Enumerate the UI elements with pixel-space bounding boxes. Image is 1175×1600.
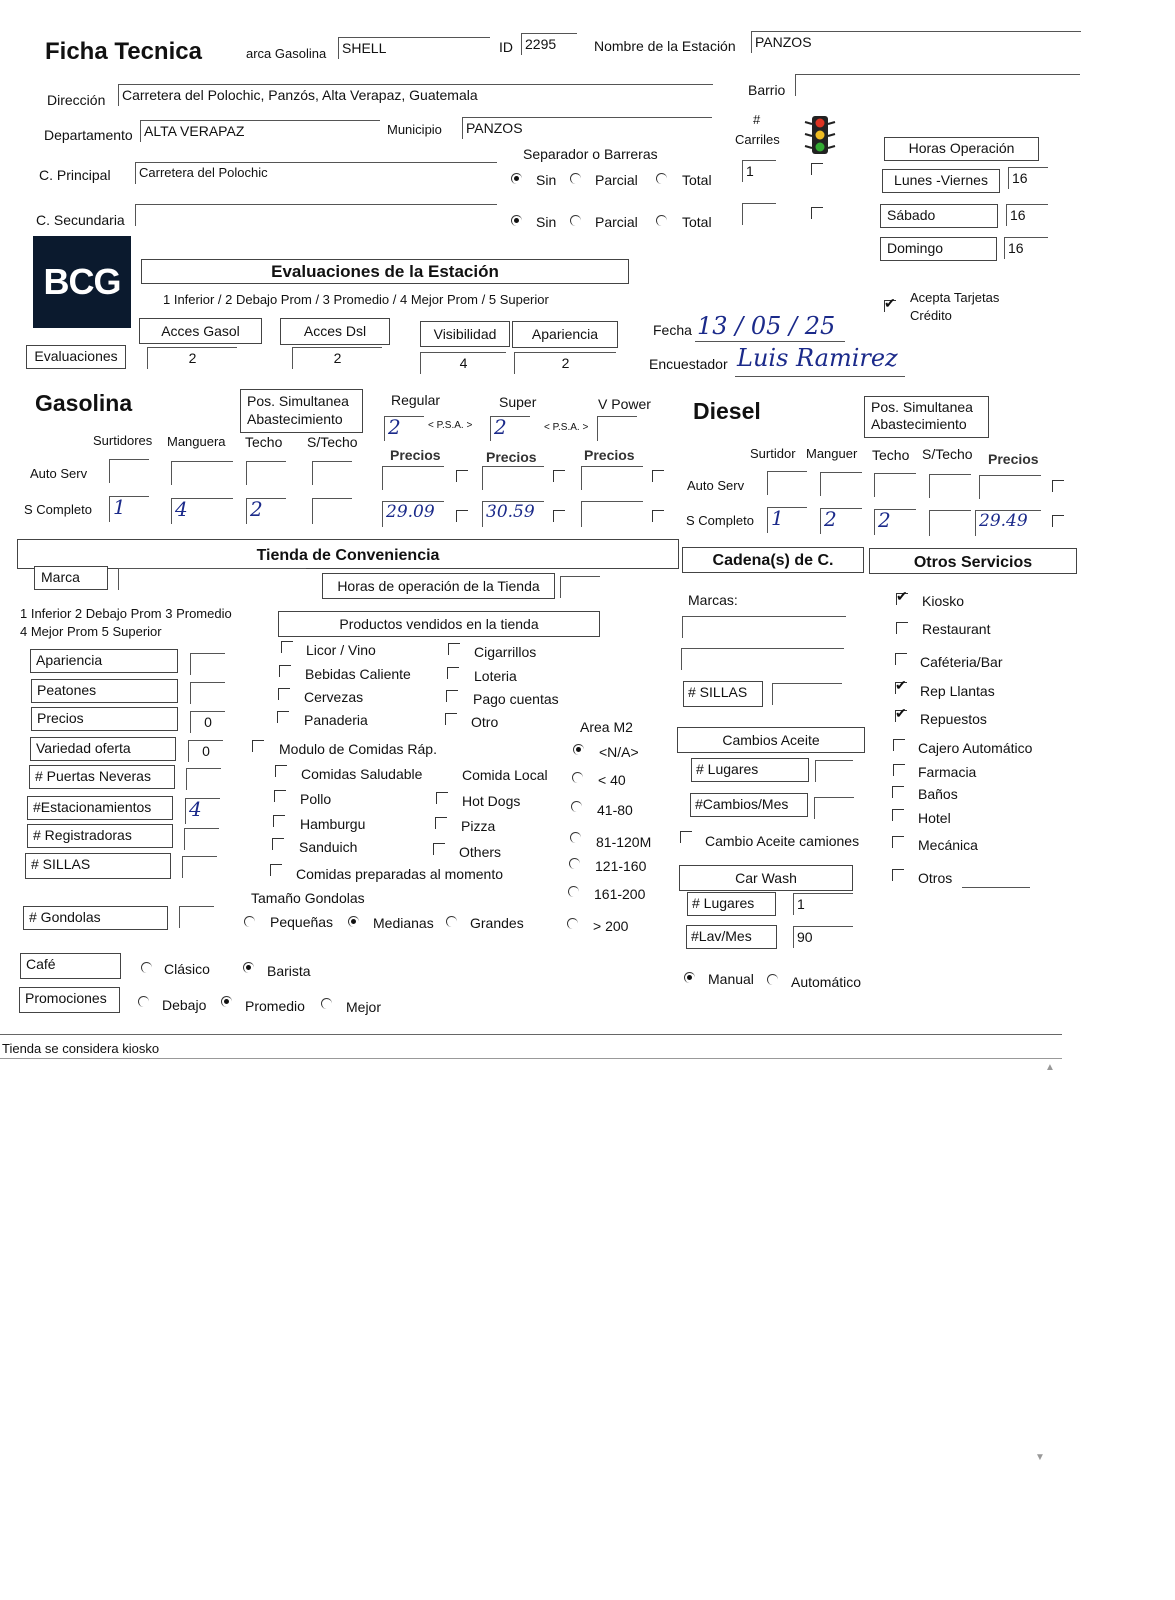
gas-sc-regular-checkbox[interactable] [456, 510, 468, 522]
diesel-as-stecho[interactable] [929, 474, 971, 498]
tienda-peatones-label: Peatones [31, 679, 178, 703]
encuestador-label: Encuestador [649, 356, 728, 372]
evaluaciones-scale: 1 Inferior / 2 Debajo Prom / 3 Promedio / 4 Mejor Prom / 5 Superior [163, 292, 549, 307]
cervezas-checkbox[interactable] [278, 688, 290, 700]
mecanica-label: Mecánica [918, 837, 978, 853]
area-200-radio[interactable] [567, 918, 578, 929]
rep-llantas-checkbox[interactable] [895, 682, 907, 694]
area-121-160-label: 121-160 [595, 858, 647, 874]
pollo-checkbox[interactable] [274, 790, 286, 802]
principal-parcial-label: Parcial [595, 172, 638, 188]
pago-cuentas-label: Pago cuentas [473, 691, 559, 707]
carriles-principal-field[interactable]: 1 [742, 160, 776, 182]
barista-radio[interactable] [243, 962, 254, 973]
clasico-label: Clásico [164, 961, 210, 977]
diesel-sc-checkbox[interactable] [1052, 515, 1064, 527]
comida-local-label: Comida Local [462, 767, 548, 783]
cervezas-label: Cervezas [304, 689, 364, 705]
depto-field[interactable]: ALTA VERAPAZ [140, 120, 380, 142]
licor-label: Licor / Vino [306, 642, 376, 658]
aceite-lugares-field[interactable] [815, 760, 853, 782]
debajo-radio[interactable] [138, 996, 149, 1007]
tienda-estac-label: #Estacionamientos [27, 796, 173, 820]
apariencia-value[interactable]: 2 [514, 352, 616, 374]
kiosko-label: Kiosko [922, 593, 965, 609]
regular-psa: < P.S.A. > [428, 420, 473, 431]
col-stecho: S/Techo [307, 434, 358, 450]
diesel-s-completo-label: S Completo [686, 513, 754, 528]
area-121-160-radio[interactable] [569, 858, 580, 869]
gasolina-pos-simultanea [240, 389, 363, 433]
principal-sin-label: Sin [536, 172, 557, 188]
cambios-aceite-header: Cambios Aceite [677, 727, 865, 753]
cafeteria-label: Caféteria/Bar [920, 654, 1003, 670]
others-label: Others [459, 844, 502, 860]
area-161-200-label: 161-200 [594, 886, 646, 902]
gas-sc-precio-regular[interactable]: 29.09 [382, 501, 444, 527]
promedio-radio[interactable] [221, 996, 232, 1007]
diesel-col-techo: Techo [872, 447, 910, 463]
evaluaciones-row-label: Evaluaciones [26, 345, 126, 369]
otro-label: Otro [471, 714, 499, 730]
secundaria-parcial-radio[interactable] [570, 215, 581, 226]
principal-field[interactable]: Carretera del Polochic [135, 162, 497, 184]
acces-dsl-value[interactable]: 2 [292, 347, 382, 369]
precios-vpower-label: Precios [584, 447, 635, 463]
municipio-field[interactable]: PANZOS [462, 117, 712, 139]
area-200-label: > 200 [593, 918, 629, 934]
area-na-radio[interactable] [573, 744, 584, 755]
cadena-marca-1[interactable] [682, 616, 846, 638]
clasico-radio[interactable] [141, 962, 152, 973]
tienda-estac-field[interactable]: 4 [185, 798, 220, 824]
tienda-apariencia-label: Apariencia [30, 649, 178, 673]
area-m2-label: Area M2 [580, 719, 633, 735]
footer-note: Tienda se considera kiosko [2, 1041, 160, 1056]
secundaria-label: C. Secundaria [36, 212, 125, 228]
gas-sc-manguera[interactable]: 4 [171, 498, 233, 524]
cigarrillos-checkbox[interactable] [448, 643, 460, 655]
productos-vendidos-header: Productos vendidos en la tienda [278, 611, 600, 637]
visibilidad-label: Visibilidad [420, 321, 510, 347]
tienda-registradoras-field[interactable] [184, 828, 219, 850]
carriles-label: Carriles [735, 132, 780, 147]
otros-checkbox[interactable] [892, 869, 904, 881]
debajo-label: Debajo [162, 997, 207, 1013]
diesel-col-surtidor: Surtidor [750, 446, 796, 461]
vpower-pos-value[interactable] [597, 416, 637, 441]
pequenas-radio[interactable] [244, 916, 255, 927]
super-pos-value[interactable]: 2 [490, 416, 530, 441]
precios-regular-label: Precios [390, 447, 441, 463]
gasolina-pos-sim-line2: Abastecimiento [247, 411, 343, 427]
cadena-sillas-label: # SILLAS [683, 681, 763, 707]
tienda-header: Tienda de Conveniencia [17, 539, 679, 569]
cambios-mes-field[interactable] [814, 797, 854, 819]
diesel-pos-simultanea [864, 396, 989, 438]
mejor-radio[interactable] [321, 998, 332, 1009]
banos-checkbox[interactable] [892, 786, 904, 798]
diesel-col-manguer: Manguer [806, 446, 858, 461]
diesel-pos-sim-line1: Pos. Simultanea [871, 399, 973, 415]
apariencia-label: Apariencia [512, 321, 618, 348]
aceite-camiones-checkbox[interactable] [680, 831, 692, 843]
secundaria-field[interactable] [135, 204, 497, 226]
repuestos-label: Repuestos [920, 711, 987, 727]
gasolina-title: Gasolina [35, 390, 133, 416]
principal-total-radio[interactable] [656, 173, 667, 184]
pizza-checkbox[interactable] [435, 817, 447, 829]
tienda-horas-field[interactable] [560, 576, 600, 598]
mecanica-checkbox[interactable] [892, 836, 904, 848]
tienda-marca-field[interactable] [118, 568, 306, 590]
tienda-horas-label: Horas de operación de la Tienda [322, 573, 555, 599]
preparadas-checkbox[interactable] [270, 864, 282, 876]
tamano-gondolas-label: Tamaño Gondolas [251, 890, 365, 906]
restaurant-label: Restaurant [922, 621, 991, 637]
area-81-120-label: 81-120M [596, 834, 652, 850]
scroll-down-icon[interactable]: ▼ [1035, 1452, 1045, 1463]
diesel-sc-manguer[interactable]: 2 [820, 508, 862, 534]
domingo-label: Domingo [880, 237, 997, 261]
automatico-radio[interactable] [767, 974, 778, 985]
modulo-comidas-checkbox[interactable] [252, 740, 264, 752]
depto-label: Departamento [44, 127, 133, 143]
evaluaciones-header: Evaluaciones de la Estación [141, 259, 629, 284]
lunes-viernes-label: Lunes -Viernes [882, 169, 1000, 193]
diesel-col-stecho: S/Techo [922, 446, 973, 462]
others-checkbox[interactable] [433, 843, 445, 855]
super-label: Super [499, 394, 537, 410]
gas-sc-precio-super[interactable]: 30.59 [482, 501, 544, 527]
tienda-scale-line2: 4 Mejor Prom 5 Superior [20, 624, 162, 639]
gas-as-manguera[interactable] [171, 461, 233, 485]
promociones-label: Promociones [19, 987, 120, 1013]
gasolina-pos-sim-line1: Pos. Simultanea [247, 393, 349, 409]
tienda-gondolas-field[interactable] [179, 906, 214, 928]
gas-as-regular-checkbox[interactable] [456, 470, 468, 482]
restaurant-checkbox[interactable] [896, 622, 908, 634]
direccion-field[interactable]: Carretera del Polochic, Panzós, Alta Verapaz, Guatemala [118, 84, 713, 106]
cajero-checkbox[interactable] [893, 739, 905, 751]
tienda-variedad-label: Variedad oferta [30, 737, 176, 761]
nombre-label: Nombre de la Estación [594, 38, 736, 54]
tienda-sillas-label: # SILLAS [25, 853, 171, 879]
tienda-puertas-label: # Puertas Neveras [29, 765, 175, 789]
hotel-label: Hotel [918, 810, 951, 826]
otro-checkbox[interactable] [445, 713, 457, 725]
tienda-peatones-field[interactable] [190, 682, 225, 704]
barrio-field[interactable] [795, 74, 1080, 96]
gas-sc-surtidores[interactable]: 1 [109, 496, 149, 522]
hotdogs-label: Hot Dogs [462, 793, 521, 809]
diesel-as-techo[interactable] [874, 473, 916, 497]
principal-total-label: Total [682, 172, 712, 188]
col-techo: Techo [245, 434, 283, 450]
grandes-radio[interactable] [446, 916, 457, 927]
secundaria-sin-label: Sin [536, 214, 557, 230]
vpower-label: V Power [598, 396, 651, 412]
cadena-header: Cadena(s) de C. [682, 547, 864, 573]
acepta-tarjetas-label: Acepta Tarjetas [910, 290, 1000, 305]
pollo-label: Pollo [300, 791, 332, 807]
barista-label: Barista [267, 963, 311, 979]
sabado-field[interactable]: 16 [1006, 204, 1048, 226]
gas-sc-super-checkbox[interactable] [553, 510, 565, 522]
municipio-label: Municipio [387, 122, 442, 137]
traffic-light-icon [803, 114, 837, 156]
manual-label: Manual [708, 971, 754, 987]
pizza-label: Pizza [461, 818, 496, 834]
loteria-label: Loteria [474, 668, 517, 684]
saludable-checkbox[interactable] [275, 765, 287, 777]
medianas-radio[interactable] [348, 916, 359, 927]
secundaria-total-label: Total [682, 214, 712, 230]
visibilidad-value[interactable]: 4 [420, 352, 506, 374]
banos-label: Baños [918, 786, 958, 802]
preparadas-label: Comidas preparadas al momento [296, 866, 503, 882]
gas-sc-stecho[interactable] [312, 498, 352, 524]
marca-field[interactable]: SHELL [338, 37, 490, 59]
loteria-checkbox[interactable] [447, 667, 459, 679]
col-manguera: Manguera [167, 434, 226, 449]
bebidas-checkbox[interactable] [279, 665, 291, 677]
car-wash-header: Car Wash [679, 865, 853, 891]
area-40-radio[interactable] [572, 772, 583, 783]
hamburgu-checkbox[interactable] [273, 815, 285, 827]
gas-as-techo[interactable] [246, 461, 286, 485]
fecha-label: Fecha [653, 322, 692, 338]
gas-as-super-checkbox[interactable] [553, 470, 565, 482]
principal-label: C. Principal [39, 167, 111, 183]
marca-label: arca Gasolina [246, 46, 327, 61]
diesel-pos-sim-line2: Abastecimiento [871, 416, 967, 432]
panaderia-label: Panaderia [304, 712, 368, 728]
gas-as-precio-vpower[interactable] [581, 466, 643, 490]
cadena-marca-2[interactable] [681, 648, 844, 670]
diesel-auto-serv-label: Auto Serv [687, 478, 745, 493]
diesel-sc-stecho[interactable] [929, 510, 971, 536]
super-psa: < P.S.A. > [544, 422, 589, 433]
cafe-label: Café [20, 953, 121, 979]
otros-servicios-header: Otros Servicios [869, 548, 1077, 574]
acces-gasol-label: Acces Gasol [139, 318, 262, 344]
gas-sc-techo[interactable]: 2 [246, 498, 286, 524]
acces-dsl-label: Acces Dsl [280, 318, 390, 345]
gas-auto-serv-label: Auto Serv [30, 466, 88, 481]
gas-as-vpower-checkbox[interactable] [652, 470, 664, 482]
area-161-200-radio[interactable] [568, 886, 579, 897]
barrio-label: Barrio [748, 82, 786, 98]
bebidas-label: Bebidas Caliente [305, 666, 411, 682]
precios-super-label: Precios [486, 449, 537, 465]
separador-label: Separador o Barreras [523, 146, 658, 162]
repuestos-checkbox[interactable] [895, 710, 907, 722]
aceite-lugares-label: # Lugares [691, 758, 809, 782]
tienda-variedad-field[interactable]: 0 [188, 740, 223, 762]
nombre-field[interactable]: PANZOS [751, 31, 1081, 53]
farmacia-checkbox[interactable] [893, 764, 905, 776]
secundaria-extra-checkbox[interactable] [811, 207, 823, 219]
otros-label: Otros [918, 870, 953, 886]
diesel-sc-precio[interactable]: 29.49 [975, 510, 1041, 536]
secundaria-sin-radio[interactable] [511, 215, 522, 226]
carriles-hash: # [753, 112, 761, 127]
diesel-sc-surtidor[interactable]: 1 [767, 507, 807, 533]
direccion-label: Dirección [47, 92, 106, 108]
area-81-120-radio[interactable] [570, 832, 581, 843]
tienda-marca-label: Marca [34, 566, 108, 590]
secundaria-total-radio[interactable] [656, 215, 667, 226]
pequenas-label: Pequeñas [270, 914, 334, 930]
tienda-sillas-field[interactable] [182, 856, 217, 878]
car-wash-lugares-field[interactable]: 1 [793, 893, 853, 915]
sanduich-label: Sanduich [299, 839, 358, 855]
diesel-precios-label: Precios [988, 451, 1039, 467]
diesel-as-precio[interactable] [979, 475, 1041, 499]
tienda-precios-field[interactable]: 0 [190, 711, 225, 733]
gas-as-surtidores[interactable] [109, 459, 149, 483]
lunes-viernes-field[interactable]: 16 [1008, 167, 1048, 189]
diesel-as-manguer[interactable] [820, 472, 862, 496]
grandes-label: Grandes [470, 915, 524, 931]
farmacia-label: Farmacia [918, 764, 977, 780]
fecha-value[interactable]: 13 / 05 / 25 [697, 312, 836, 340]
principal-extra-checkbox[interactable] [811, 163, 823, 175]
secundaria-parcial-label: Parcial [595, 214, 638, 230]
sanduich-checkbox[interactable] [272, 838, 284, 850]
tienda-gondolas-label: # Gondolas [23, 906, 168, 930]
gas-sc-precio-vpower[interactable] [581, 501, 643, 527]
horas-operacion-header: Horas Operación [884, 137, 1039, 161]
diesel-sc-techo[interactable]: 2 [874, 509, 916, 535]
lav-mes-label: #Lav/Mes [686, 925, 777, 949]
encuestador-value[interactable]: Luis Ramirez [737, 344, 898, 372]
cadena-marcas-label: Marcas: [688, 592, 738, 608]
area-40-label: < 40 [598, 772, 626, 788]
mejor-label: Mejor [346, 999, 382, 1015]
medianas-label: Medianas [373, 915, 434, 931]
lav-mes-field[interactable]: 90 [793, 926, 853, 948]
diesel-as-checkbox[interactable] [1052, 480, 1064, 492]
area-41-80-label: 41-80 [597, 802, 633, 818]
modulo-comidas-label: Modulo de Comidas Ráp. [279, 741, 437, 757]
hotdogs-checkbox[interactable] [436, 792, 448, 804]
diesel-title: Diesel [693, 398, 761, 424]
gas-as-stecho[interactable] [312, 461, 352, 485]
cafeteria-checkbox[interactable] [895, 653, 907, 665]
col-surtidores: Surtidores [93, 433, 153, 448]
principal-sin-radio[interactable] [511, 173, 522, 184]
area-na-label: <N/A> [599, 744, 639, 760]
tienda-registradoras-label: # Registradoras [27, 824, 173, 848]
domingo-field[interactable]: 16 [1004, 237, 1048, 259]
gas-s-completo-label: S Completo [24, 502, 92, 517]
id-label: ID [499, 39, 513, 55]
kiosko-checkbox[interactable] [896, 593, 908, 605]
manual-radio[interactable] [684, 972, 695, 983]
carriles-secundaria-field[interactable] [742, 203, 776, 225]
tienda-apariencia-field[interactable] [190, 653, 225, 675]
gas-sc-vpower-checkbox[interactable] [652, 510, 664, 522]
principal-parcial-radio[interactable] [570, 173, 581, 184]
rep-llantas-label: Rep Llantas [920, 683, 995, 699]
cadena-sillas-field[interactable] [772, 683, 842, 705]
cigarrillos-label: Cigarrillos [474, 644, 537, 660]
acepta-tarjetas-checkbox[interactable] [884, 300, 896, 312]
scroll-up-icon[interactable]: ▲ [1045, 1062, 1055, 1073]
sabado-label: Sábado [880, 204, 998, 228]
acces-gasol-value[interactable]: 2 [147, 347, 237, 369]
cajero-label: Cajero Automático [918, 740, 1033, 756]
regular-label: Regular [391, 392, 441, 408]
credito-label: Crédito [910, 308, 952, 323]
licor-checkbox[interactable] [281, 641, 293, 653]
area-41-80-radio[interactable] [571, 801, 582, 812]
hotel-checkbox[interactable] [892, 809, 904, 821]
tienda-scale-line1: 1 Inferior 2 Debajo Prom 3 Promedio [20, 606, 232, 621]
gas-as-precio-regular[interactable] [382, 466, 444, 490]
automatico-label: Automático [791, 974, 862, 990]
cambios-mes-label: #Cambios/Mes [690, 793, 808, 817]
form-title: Ficha Tecnica [45, 38, 202, 65]
saludable-label: Comidas Saludable [301, 766, 423, 782]
panaderia-checkbox[interactable] [277, 711, 289, 723]
diesel-as-surtidor[interactable] [767, 471, 807, 495]
gas-as-precio-super[interactable] [482, 466, 544, 490]
tienda-puertas-field[interactable] [186, 768, 221, 790]
promedio-label: Promedio [245, 998, 305, 1014]
pago-cuentas-checkbox[interactable] [446, 690, 458, 702]
regular-pos-value[interactable]: 2 [384, 416, 424, 441]
bcg-logo: BCG [33, 236, 131, 328]
car-wash-lugares-label: # Lugares [687, 892, 776, 916]
aceite-camiones-label: Cambio Aceite camiones [705, 833, 860, 849]
tienda-precios-label: Precios [31, 707, 178, 731]
id-field[interactable]: 2295 [521, 33, 577, 55]
hamburgu-label: Hamburgu [300, 816, 366, 832]
